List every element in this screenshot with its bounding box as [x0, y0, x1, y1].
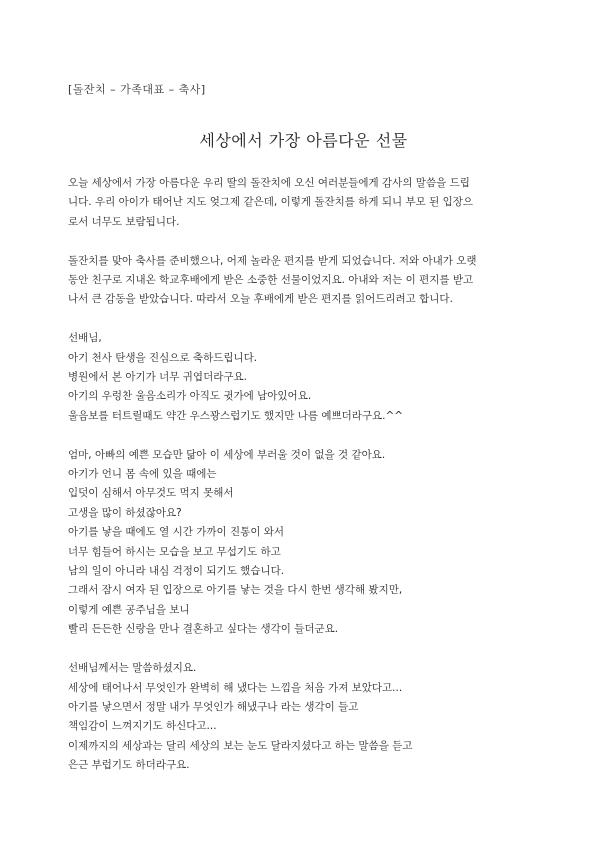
text-line: 너무 힘들어 하시는 모습을 보고 무섭기도 하고	[68, 545, 281, 558]
text-line: 이렇게 예쁜 공주님을 보니	[68, 603, 190, 616]
document-body	[68, 174, 539, 776]
text-line: 돌잔치를 맞아 축사를 준비했으나, 어제 놀라운 편지를 받게 되었습니다. 저와 아내가 오랫	[68, 254, 477, 267]
paragraph-letter-middle	[68, 446, 539, 640]
paragraph-letter-intro	[68, 252, 539, 310]
paragraph-letter-opening	[68, 329, 539, 426]
text-line: 빨리 든든한 신랑을 만나 결혼하고 싶다는 생각이 들더군요.	[68, 623, 339, 636]
text-line: 아기 천사 탄생을 진심으로 축하드립니다.	[68, 351, 258, 364]
text-line: 엄마, 아빠의 예쁜 모습만 닮아 이 세상에 부러울 것이 없을 것 같아요.	[68, 448, 386, 461]
text-line: 은근 부럽기도 하더라구요.	[68, 759, 190, 772]
text-line: 나서 큰 감동을 받았습니다. 따라서 오늘 후배에게 받은 편지를 읽어드리려고 합니다.	[68, 293, 453, 306]
paragraph-letter-closing	[68, 659, 539, 775]
text-line: 아기가 언니 몸 속에 있을 때에는	[68, 468, 217, 481]
text-line: 선배님께서는 말씀하셨지요.	[68, 662, 197, 675]
text-line: 아기를 낳을 때에도 열 시간 가까이 진통이 와서	[68, 526, 285, 539]
text-line: 니다. 우리 아이가 태어난 지도 엊그제 같은데, 이렇게 돌잔치를 하게 되니 부모 된 입장으	[68, 196, 474, 209]
text-line: 선배님,	[68, 332, 102, 345]
text-line: 입덧이 심해서 아무것도 먹지 못해서	[68, 487, 234, 500]
text-line: 그래서 잠시 여자 된 입장으로 아기를 낳는 것을 다시 한번 생각해 봤지만,	[68, 584, 403, 597]
text-line: 울음보를 터트릴때도 약간 우스꽝스럽기도 했지만 나름 예쁘더라구요.^^	[68, 409, 404, 422]
text-line: 병원에서 본 아기가 너무 귀엽더라구요.	[68, 371, 247, 384]
text-line: 책임감이 느껴지기도 하신다고...	[68, 720, 217, 733]
text-line: 남의 일이 아니라 내심 걱정이 되기도 했습니다.	[68, 565, 285, 578]
text-line: 세상에 태어나서 무엇인가 완벽히 해 냈다는 느낌을 처음 가져 보았다고...	[68, 681, 403, 694]
text-line: 아기를 낳으면서 정말 내가 무엇인가 해냈구나 라는 생각이 들고	[68, 700, 359, 713]
text-line: 고생을 많이 하셨잖아요?	[68, 506, 182, 519]
text-line: 이제까지의 세상과는 달리 세상의 보는 눈도 달라지셨다고 하는 말씀을 듣고	[68, 739, 413, 752]
document-title: 세상에서 가장 아름다운 선물	[199, 131, 408, 150]
text-line: 동안 친구로 지내온 학교후배에게 받은 소중한 선물이었지요. 아내와 저는 이 편지를 받고	[68, 274, 474, 287]
text-line: 오늘 세상에서 가장 아름다운 우리 딸의 돌잔치에 오신 여러분들에게 감사의 말씀을 드립	[68, 177, 470, 189]
text-line: 로서 너무도 보람됩니다.	[68, 215, 180, 228]
document-category: [돌잔치 – 가족대표 – 축사]	[68, 83, 206, 96]
text-line: 아기의 우렁찬 울음소리가 아직도 귓가에 남아있어요.	[68, 390, 312, 403]
paragraph-greeting	[68, 174, 539, 232]
